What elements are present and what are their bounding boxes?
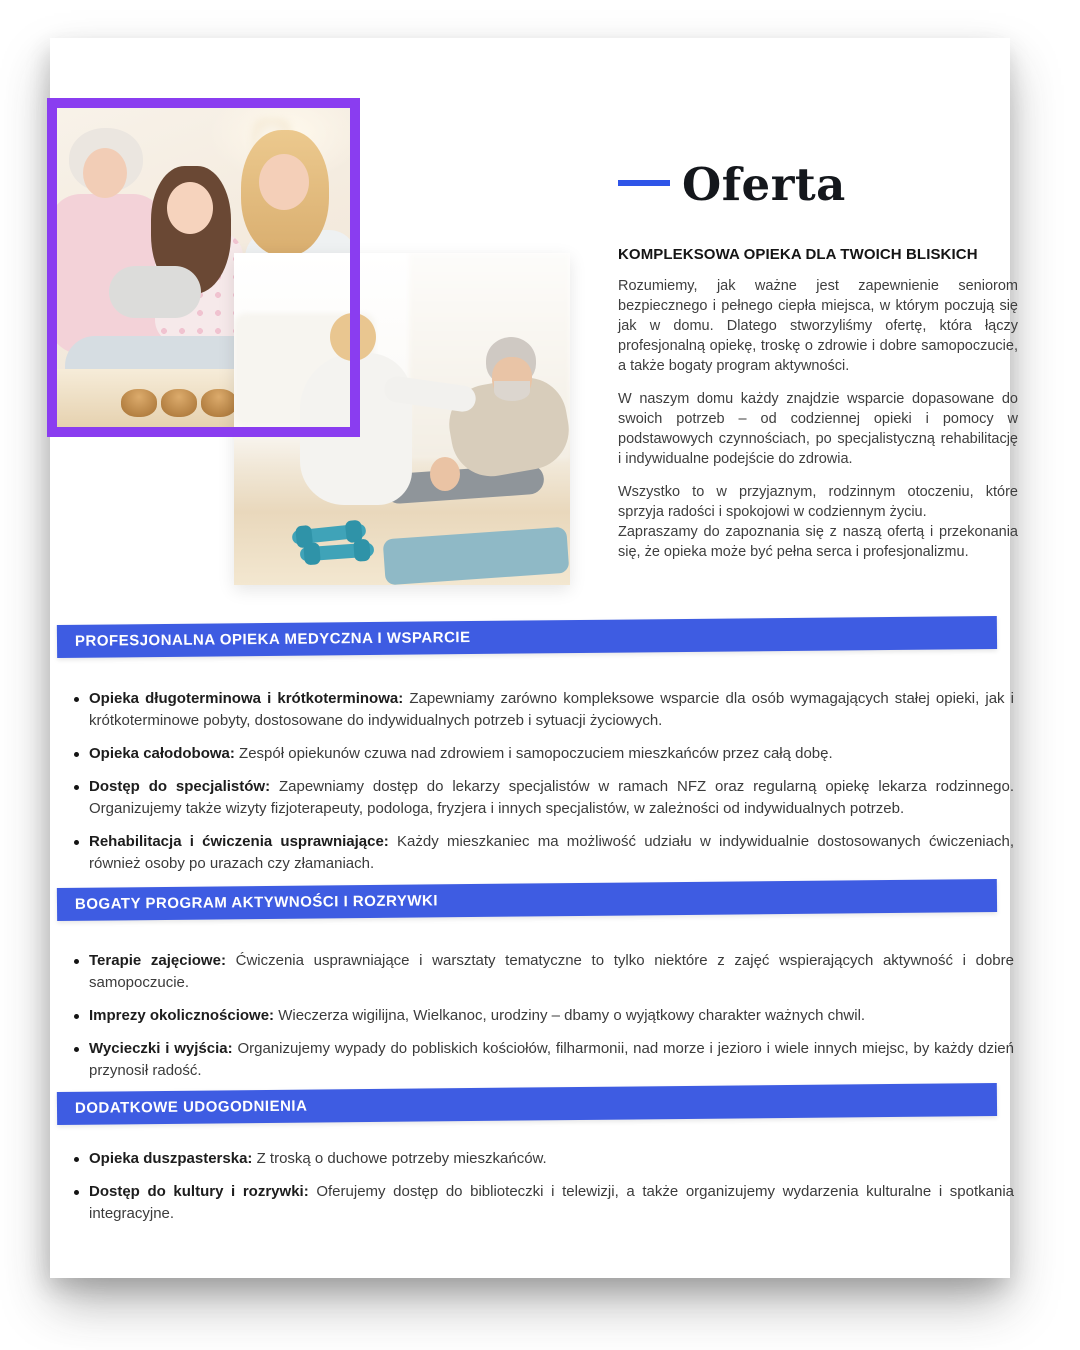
senior-feet	[430, 457, 460, 491]
section-title: DODATKOWE UDOGODNIENIA	[74, 1097, 308, 1117]
bullet-lead: Opieka duszpasterska:	[89, 1150, 253, 1167]
bullet-text: Wieczerza wigilijna, Wielkanoc, urodziny – dbamy o wyjątkowy charakter ważnych chwil.	[278, 1007, 866, 1024]
bullet-list-activities	[72, 950, 1014, 1093]
bullet-lead: Rehabilitacja i ćwiczenia usprawniające:	[89, 833, 389, 850]
bullet-item	[72, 831, 1014, 875]
bullet-text: Każdy mieszkaniec ma możliwość udziału w indywidualnie dostosowanych ćwiczeniach, również osoby po urazach czy złamaniach.	[89, 833, 1014, 872]
offer-subtitle: KOMPLEKSOWA OPIEKA DLA TWOICH BLISKICH	[618, 246, 978, 263]
document-page	[50, 38, 1018, 1278]
bullet-item	[72, 1148, 1014, 1170]
section-banner-medical-care	[57, 616, 997, 658]
dumbbell	[300, 542, 375, 561]
bullet-lead: Opieka całodobowa:	[89, 745, 235, 762]
bullet-text: Oferujemy dostęp do biblioteczki i telewizji, a także organizujemy wydarzenia kulturalne i spotkania integracyjne.	[89, 1183, 1015, 1222]
intro-paragraph: Wszystko to w przyjaznym, rodzinnym otoczeniu, które sprzyja radości i spokojowi w codziennym życiu.	[618, 484, 1018, 520]
title-dash-accent	[618, 180, 670, 186]
bullet-lead: Dostęp do specjalistów:	[89, 778, 271, 795]
bullet-list-amenities	[72, 1148, 1014, 1236]
intro-text	[618, 276, 1018, 575]
bullet-text: Zapewniamy zarówno kompleksowe wsparcie dla osób wymagających stałej opieki, jak i krótkoterminowe pobyty, dostosowane do indywidualnych potrzeb i sytuacji życiowych.	[89, 690, 1014, 729]
section-title: BOGATY PROGRAM AKTYWNOŚCI I ROZRYWKI	[74, 892, 439, 913]
page-title: Oferta	[682, 158, 846, 211]
yoga-mat	[383, 527, 570, 585]
bullet-lead: Dostęp do kultury i rozrywki:	[89, 1183, 309, 1200]
section-title: PROFESJONALNA OPIEKA MEDYCZNA I WSPARCIE	[74, 629, 471, 650]
purple-photo-frame	[47, 98, 360, 437]
bullet-list-medical-care	[72, 688, 1014, 886]
bullet-lead: Wycieczki i wyjścia:	[89, 1040, 233, 1057]
bullet-text: Ćwiczenia usprawniające i warsztaty tematyczne to tylko niektóre z zajęć wspierających aktywność i dobre samopoczucie.	[89, 952, 1014, 991]
bullet-item	[72, 743, 1014, 765]
bullet-lead: Terapie zajęciowe:	[89, 952, 226, 969]
bullet-item	[72, 776, 1014, 820]
intro-paragraph: Rozumiemy, jak ważne jest zapewnienie seniorom bezpiecznego i pełnego ciepła miejsca, w którym poczują się jak w domu. Dlatego stworzyliśmy ofertę, która łączy profesjonalną opiekę, troskę o zdrowie i dobre samopoczucie, a także bogaty program aktywności.	[618, 278, 1018, 374]
bullet-item	[72, 1181, 1014, 1225]
bullet-item	[72, 950, 1014, 994]
bullet-text: Zespół opiekunów czuwa nad zdrowiem i samopoczuciem mieszkańców przez całą dobę.	[239, 745, 833, 762]
intro-paragraph: W naszym domu każdy znajdzie wsparcie dopasowane do swoich potrzeb – od codziennej opieki i pomocy w podstawowych czynnościach, po specjalistyczną rehabilitację i indywidualne podejście do zdrowia.	[618, 391, 1018, 467]
bullet-lead: Opieka długoterminowa i krótkoterminowa:	[89, 690, 404, 707]
bullet-item	[72, 688, 1014, 732]
bullet-text: Zapewniamy dostęp do lekarzy specjalistów w ramach NFZ oraz regularną opiekę lekarza rodzinnego. Organizujemy także wizyty fizjoterapeuty, podologa, fryzjera i innych specjalistów, w zależności od indywidualnych potrzeb.	[89, 778, 1014, 817]
intro-paragraph: Zapraszamy do zapoznania się z naszą ofertą i przekonania się, że opieka może być pełna serca i profesjonalizmu.	[618, 524, 1018, 560]
bullet-item	[72, 1005, 1014, 1027]
senior-beard	[494, 381, 530, 401]
bullet-item	[72, 1038, 1014, 1082]
bullet-text: Organizujemy wypady do pobliskich kościołów, filharmonii, nad morze i jezioro i wiele innych miejsc, by każdy dzień przynosił radość.	[89, 1040, 1014, 1079]
bullet-text: Z troską o duchowe potrzeby mieszkańców.	[256, 1150, 547, 1167]
bullet-lead: Imprezy okolicznościowe:	[89, 1007, 275, 1024]
